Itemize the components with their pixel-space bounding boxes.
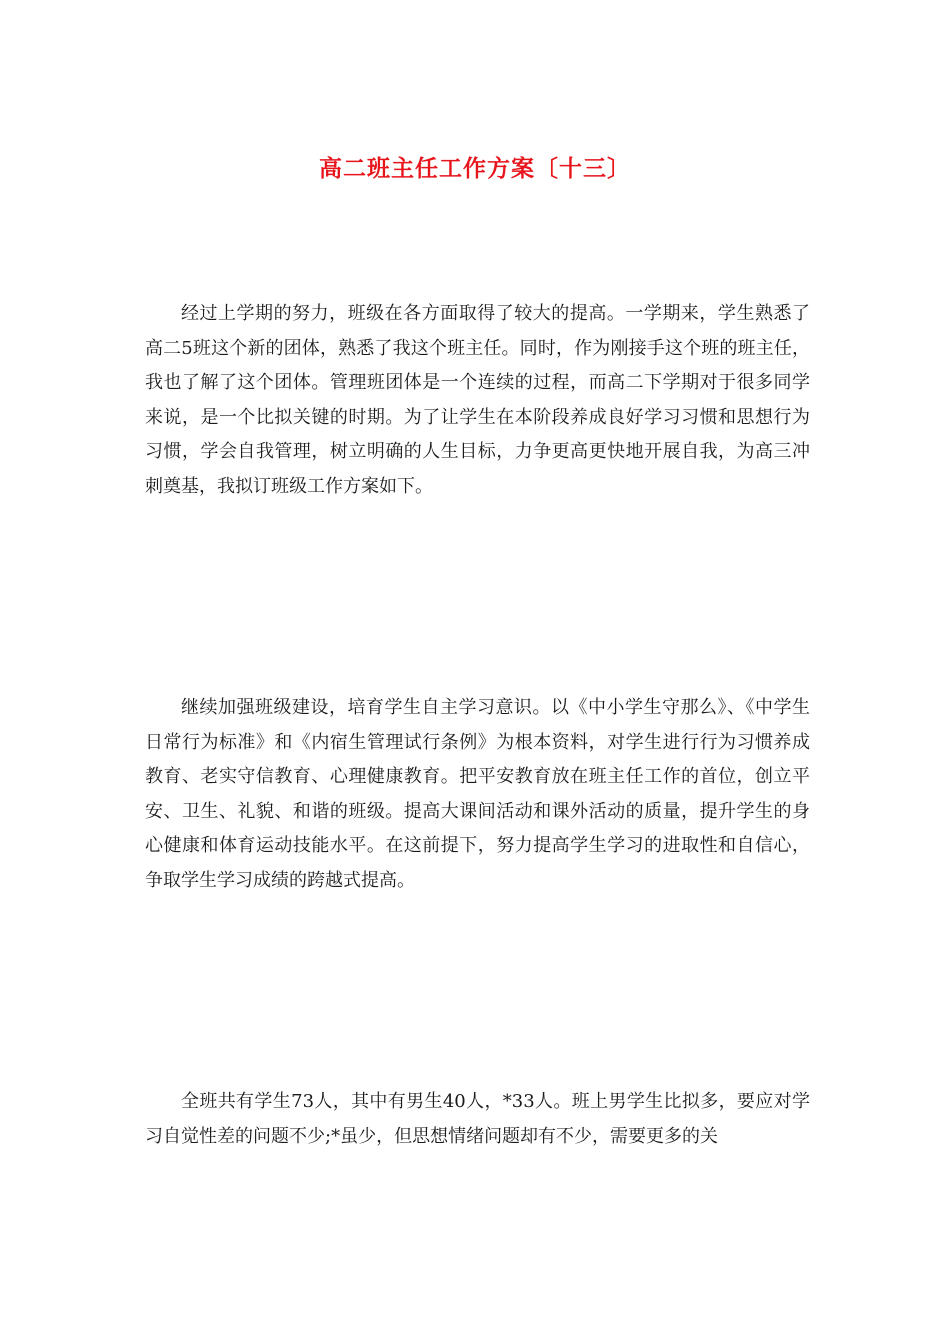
paragraph-class-building: 继续加强班级建设，培育学生自主学习意识。以《中小学生守那么》、《中学生日常行为标准》和《内宿生管理试行条例》为根本资料，对学生进行行为习惯养成教育、老实守信教育、心理健康教育。把平安教育放在班主任工作的首位，创立平安、卫生、礼貌、和谐的班级。提高大课间活动和课外活动的质量，提升学生的身心健康和体育运动技能水平。在这前提下，努力提高学生学习的进取性和自信心，争取学生学习成绩的跨越式提高。	[145, 697, 810, 891]
paragraph-class-profile: 全班共有学生73人，其中有男生40人，*33人。班上男学生比拟多，要应对学习自觉性差的问题不少;*虽少，但思想情绪问题却有不少，需要更多的关	[145, 1091, 810, 1147]
paragraph-intro: 经过上学期的努力，班级在各方面取得了较大的提高。一学期来，学生熟悉了高二5班这个新的团体，熟悉了我这个班主任。同时，作为刚接手这个班的班主任，我也了解了这个团体。管理班团体是一个连续的过程，而高二下学期对于很多同学来说，是一个比拟关键的时期。为了让学生在本阶段养成良好学习习惯和思想行为习惯，学会自我管理，树立明确的人生目标，力争更高更快地开展自我，为高三冲刺奠基，我拟订班级工作方案如下。	[145, 303, 810, 497]
document-title: 高二班主任工作方案〔十三〕	[319, 155, 631, 182]
